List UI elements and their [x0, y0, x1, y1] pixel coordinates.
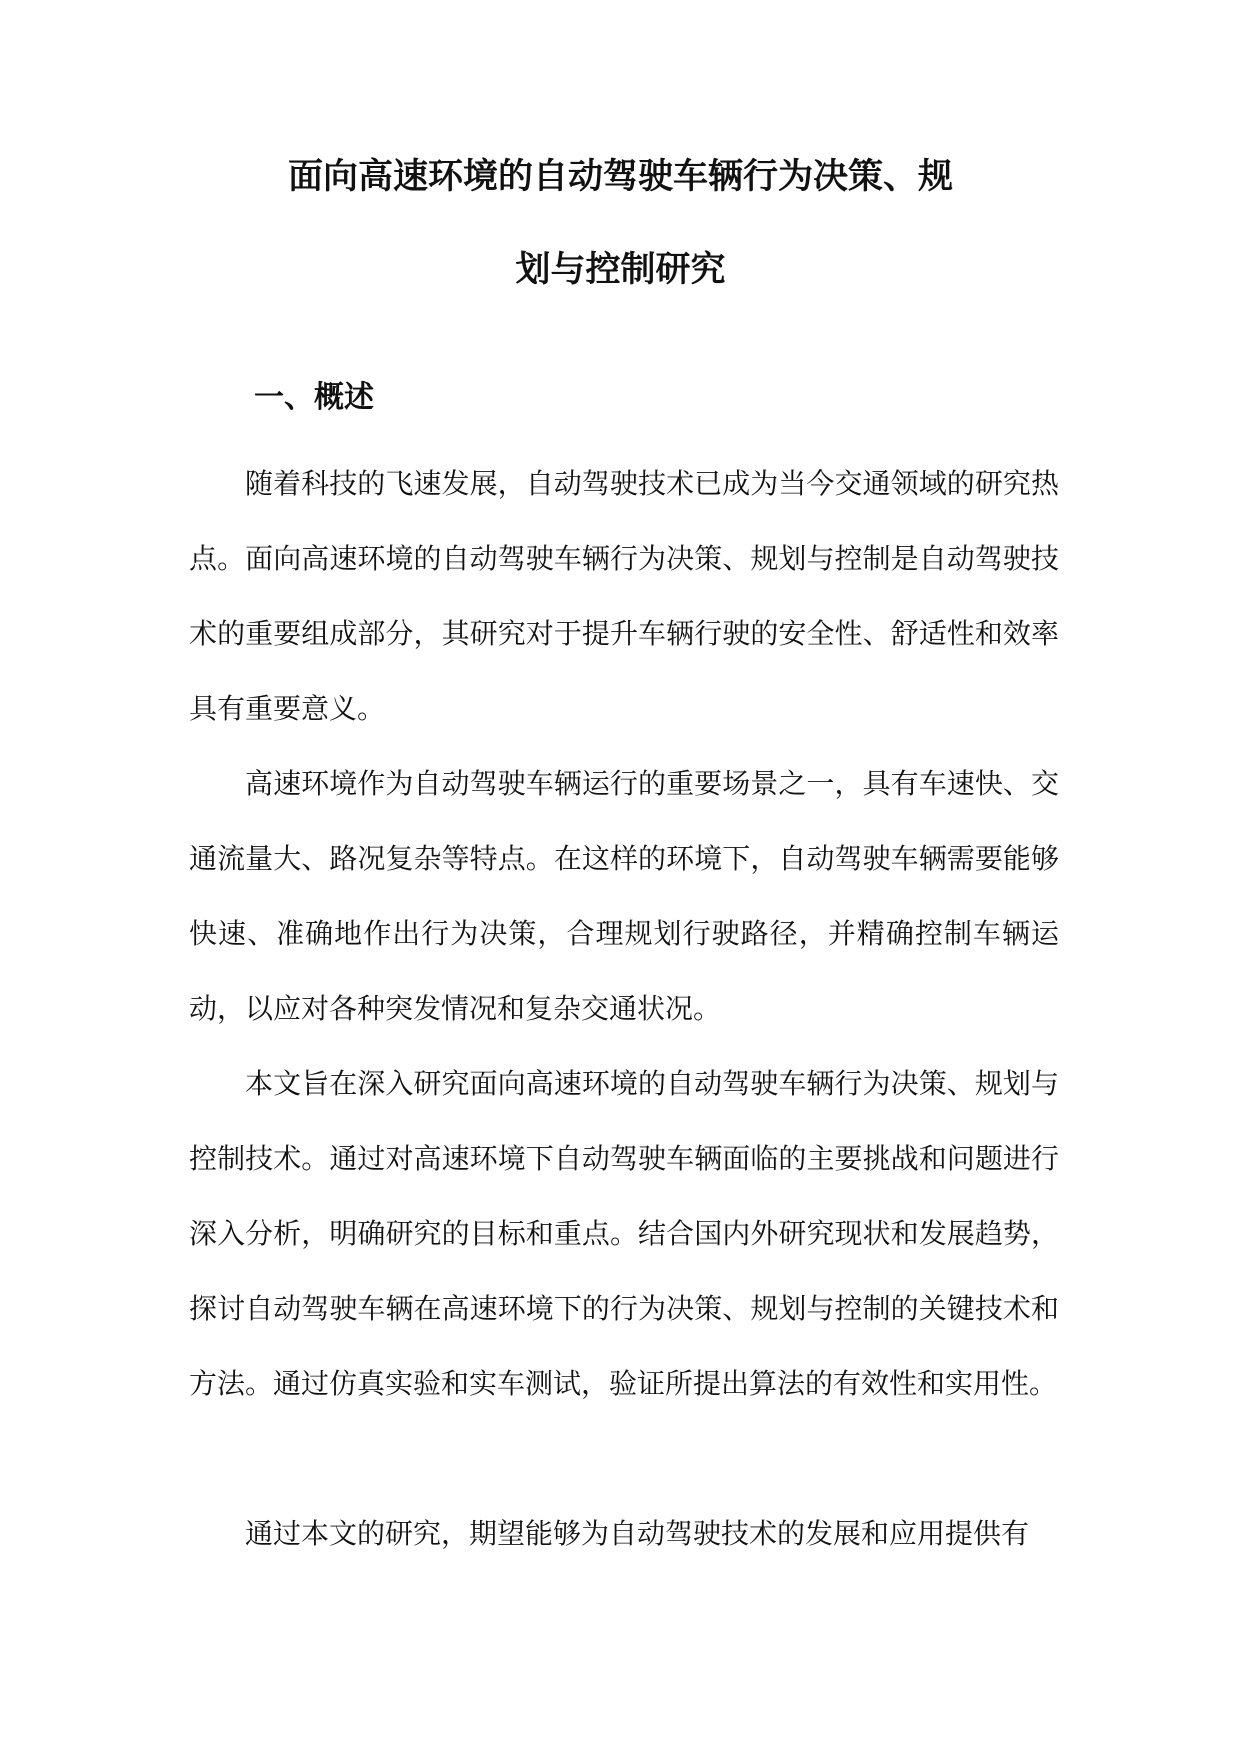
paragraph-1: 随着科技的飞速发展，自动驾驶技术已成为当今交通领域的研究热点。面向高速环境的自动驾驶车辆行为决策、规划与控制是自动驾驶技术的重要组成部分，其研究对于提升车辆行驶的安全性、舒适性和效率具有重要意义。: [189, 467, 1059, 725]
paragraph-4: 通过本文的研究，期望能够为自动驾驶技术的发展和应用提供有: [245, 1517, 1030, 1550]
paragraph-2: 高速环境作为自动驾驶车辆运行的重要场景之一，具有车速快、交通流量大、路况复杂等特点。在这样的环境下，自动驾驶车辆需要能够快速、准确地作出行为决策，合理规划行驶路径，并精确控制车辆运动，以应对各种突发情况和复杂交通状况。: [189, 767, 1059, 1025]
document-title-line-2: 划与控制研究: [515, 250, 726, 290]
document-title-line-1: 面向高速环境的自动驾驶车辆行为决策、规: [287, 157, 953, 197]
section-heading: 一、概述: [254, 380, 374, 415]
paragraph-3: 本文旨在深入研究面向高速环境的自动驾驶车辆行为决策、规划与控制技术。通过对高速环境下自动驾驶车辆面临的主要挑战和问题进行深入分析，明确研究的目标和重点。结合国内外研究现状和发展趋势，探讨自动驾驶车辆在高速环境下的行为决策、规划与控制的关键技术和方法。通过仿真实验和实车测试，验证所提出算法的有效性和实用性。: [189, 1067, 1059, 1400]
